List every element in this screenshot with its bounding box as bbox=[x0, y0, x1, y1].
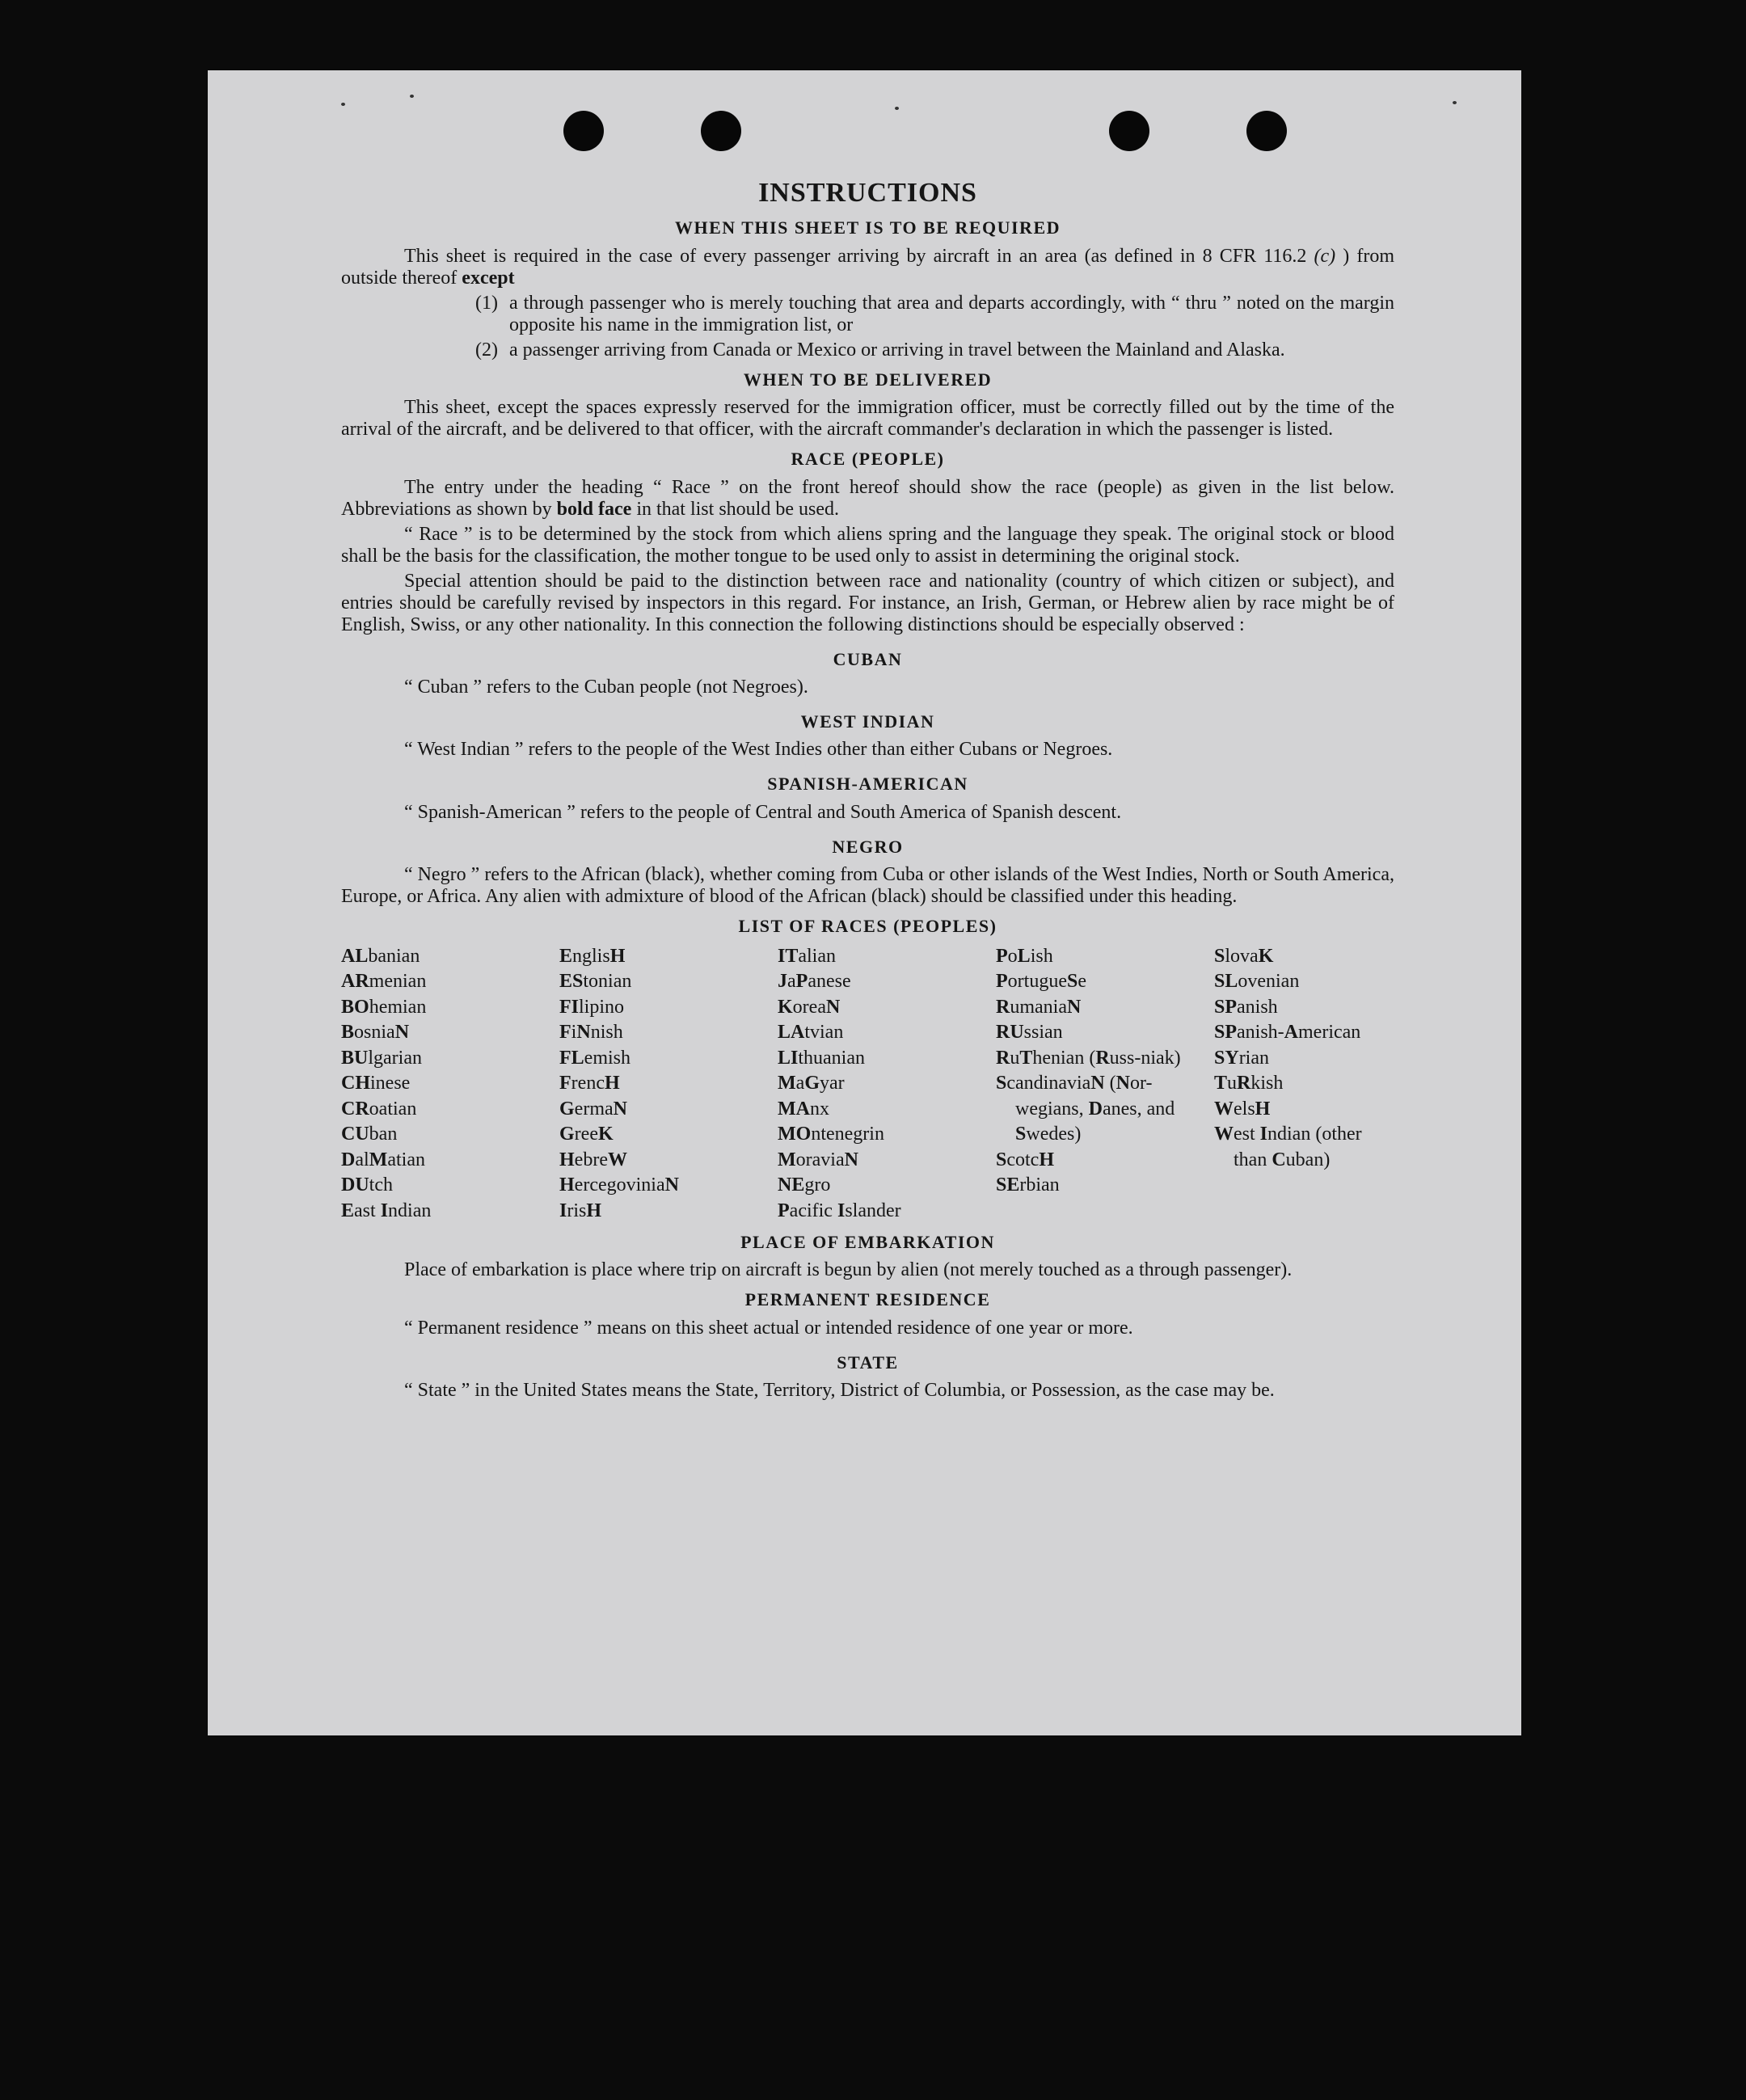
heading-when-delivered: WHEN TO BE DELIVERED bbox=[743, 369, 993, 390]
heading-when-required: WHEN THIS SHEET IS TO BE REQUIRED bbox=[674, 217, 1061, 238]
punch-hole bbox=[701, 111, 741, 151]
item-text: a through passenger who is merely touching that area and departs accordingly, with “ thru ” noted on the margin opposite his name in the immigration list, or bbox=[509, 292, 1394, 335]
race-entry: FIlipino bbox=[559, 996, 625, 1018]
races-column bbox=[778, 944, 996, 1225]
heading-residence: PERMANENT RESIDENCE bbox=[744, 1289, 991, 1310]
race-entry: SLovenian bbox=[1214, 971, 1300, 993]
paragraph-spanish-american: “ Spanish-American ” refers to the people of Central and South America of Spanish descent. bbox=[404, 801, 1122, 823]
races-column bbox=[1214, 944, 1394, 1225]
race-entry: BosniaN bbox=[341, 1022, 410, 1044]
text-run: in that list should be used. bbox=[631, 498, 839, 520]
race-entry: RUssian bbox=[996, 1022, 1063, 1044]
race-entry: MAnx bbox=[778, 1098, 829, 1120]
race-entry: EStonian bbox=[559, 971, 632, 993]
races-column bbox=[996, 944, 1214, 1225]
race-entry: SErbian bbox=[996, 1174, 1060, 1196]
speck bbox=[341, 103, 345, 106]
races-column bbox=[341, 944, 559, 1225]
heading-negro: NEGRO bbox=[832, 836, 904, 857]
speck bbox=[895, 107, 899, 110]
race-entry: BUlgarian bbox=[341, 1047, 422, 1069]
race-entry: RuThenian (Russ-niak) bbox=[996, 1047, 1181, 1069]
paragraph-race-2: “ Race ” is to be determined by the stock from which aliens spring and the language they speak. The original stock or blood shall be the basis for the classification, the mother tongue to be used only to assist in determining the original stock. bbox=[341, 523, 1394, 567]
race-entry: Pacific Islander bbox=[778, 1200, 901, 1221]
race-entry: WelsH bbox=[1214, 1098, 1271, 1120]
item-text: a passenger arriving from Canada or Mexico or arriving in travel between the Mainland and Alaska. bbox=[509, 339, 1285, 361]
race-entry: BOhemian bbox=[341, 996, 427, 1018]
race-entry: ITalian bbox=[778, 945, 836, 967]
paragraph-negro: “ Negro ” refers to the African (black), whether coming from Cuba or other islands of the West Indies, North or South America, Europe, or Africa. Any alien with admixture of blood of the African (black) should be classified under this heading. bbox=[341, 864, 1394, 908]
paragraph-residence: “ Permanent residence ” means on this sheet actual or intended residence of one year or more. bbox=[404, 1317, 1133, 1339]
race-entry: SlovaK bbox=[1214, 945, 1274, 967]
paragraph-west-indian: “ West Indian ” refers to the people of the West Indies other than either Cubans or Negroes. bbox=[404, 739, 1113, 761]
paragraph-state: “ State ” in the United States means the State, Territory, District of Columbia, or Possession, as the case may be. bbox=[404, 1380, 1275, 1402]
heading-state: STATE bbox=[837, 1352, 899, 1373]
races-list bbox=[341, 944, 1394, 1225]
race-entry: GreeK bbox=[559, 1124, 614, 1145]
race-entry: FiNnish bbox=[559, 1022, 623, 1044]
race-entry: LIthuanian bbox=[778, 1047, 865, 1069]
race-entry: MoraviaN bbox=[778, 1149, 858, 1170]
paragraph-race-1 bbox=[341, 477, 1394, 521]
race-entry: PortugueSe bbox=[996, 971, 1086, 993]
race-entry: West Indian (other than Cuban) bbox=[1214, 1124, 1362, 1170]
heading-list-of-races: LIST OF RACES (PEOPLES) bbox=[738, 916, 997, 937]
races-column bbox=[559, 944, 778, 1225]
race-entry: ARmenian bbox=[341, 971, 427, 993]
race-entry: East Indian bbox=[341, 1200, 432, 1221]
race-entry: SYrian bbox=[1214, 1047, 1269, 1069]
race-entry: HebreW bbox=[559, 1149, 627, 1170]
race-entry: LAtvian bbox=[778, 1022, 844, 1044]
race-entry: KoreaN bbox=[778, 996, 841, 1018]
race-entry: JaPanese bbox=[778, 971, 851, 993]
punch-hole bbox=[1246, 111, 1287, 151]
heading-cuban: CUBAN bbox=[833, 648, 903, 669]
race-entry: TuRkish bbox=[1214, 1073, 1284, 1094]
paragraph-required bbox=[341, 246, 1394, 289]
text-run: The entry under the heading “ Race ” on the front hereof should show the race (people) as given in the list below. Abbreviations as shown by bbox=[341, 476, 1394, 520]
race-entry: ALbanian bbox=[341, 945, 420, 967]
race-entry: FrencH bbox=[559, 1073, 620, 1094]
race-entry: MaGyar bbox=[778, 1073, 845, 1094]
race-entry: SPanish bbox=[1214, 996, 1278, 1018]
page-title: INSTRUCTIONS bbox=[758, 178, 977, 208]
punch-hole bbox=[1109, 111, 1149, 151]
race-entry: CUban bbox=[341, 1124, 398, 1145]
paragraph-embarkation: Place of embarkation is place where trip on aircraft is begun by alien (not merely touched as a through passenger). bbox=[404, 1259, 1293, 1281]
document-body bbox=[341, 178, 1394, 1405]
heading-west-indian: WEST INDIAN bbox=[800, 711, 935, 732]
text-run: (c) bbox=[1314, 245, 1336, 267]
race-entry: EnglisH bbox=[559, 945, 626, 967]
paragraph-cuban: “ Cuban ” refers to the Cuban people (not Negroes). bbox=[404, 676, 808, 698]
speck bbox=[410, 95, 414, 98]
item-number: (2) bbox=[475, 339, 498, 361]
item-number: (1) bbox=[475, 292, 498, 314]
text-run: except bbox=[462, 267, 515, 289]
race-entry: IrisH bbox=[559, 1200, 602, 1221]
race-entry: PoLish bbox=[996, 945, 1053, 967]
speck bbox=[1453, 101, 1457, 104]
race-entry: HercegoviniaN bbox=[559, 1174, 679, 1196]
paragraph-delivered: This sheet, except the spaces expressly reserved for the immigration officer, must be correctly filled out by the time of the arrival of the aircraft, and be delivered to that officer, with the aircraft commander's declaration in which the passenger is listed. bbox=[341, 397, 1394, 441]
text-run: ) from outside thereof bbox=[341, 245, 1394, 289]
race-entry: SPanish-American bbox=[1214, 1022, 1361, 1044]
race-entry: NEgro bbox=[778, 1174, 831, 1196]
race-entry: ScandinaviaN (Nor-wegians, Danes, and Swedes) bbox=[996, 1073, 1175, 1145]
text-run: This sheet is required in the case of every passenger arriving by aircraft in an area (as defined in 8 CFR 116.2 bbox=[404, 245, 1314, 267]
punch-hole bbox=[563, 111, 604, 151]
heading-spanish-american: SPANISH-AMERICAN bbox=[767, 774, 968, 795]
race-entry: CHinese bbox=[341, 1073, 411, 1094]
heading-race: RACE (PEOPLE) bbox=[791, 449, 945, 470]
race-entry: CRoatian bbox=[341, 1098, 417, 1120]
race-entry: ScotcH bbox=[996, 1149, 1055, 1170]
race-entry: DUtch bbox=[341, 1174, 393, 1196]
paragraph-race-3: Special attention should be paid to the distinction between race and nationality (country of which citizen or subject), and entries should be carefully revised by inspectors in this regard. For instance, an Irish, German, or Hebrew alien by race might be of English, Swiss, or any other nationality. In this connection the following distinctions should be especially observed : bbox=[341, 570, 1394, 635]
exception-item bbox=[341, 293, 1394, 336]
race-entry: RumaniaN bbox=[996, 996, 1082, 1018]
document-sheet bbox=[208, 70, 1521, 1735]
race-entry: FLemish bbox=[559, 1047, 630, 1069]
race-entry: MOntenegrin bbox=[778, 1124, 884, 1145]
exception-item bbox=[341, 339, 1394, 361]
race-entry: GermaN bbox=[559, 1098, 627, 1120]
text-run: bold face bbox=[556, 498, 632, 520]
heading-embarkation: PLACE OF EMBARKATION bbox=[740, 1232, 995, 1253]
race-entry: DalMatian bbox=[341, 1149, 425, 1170]
